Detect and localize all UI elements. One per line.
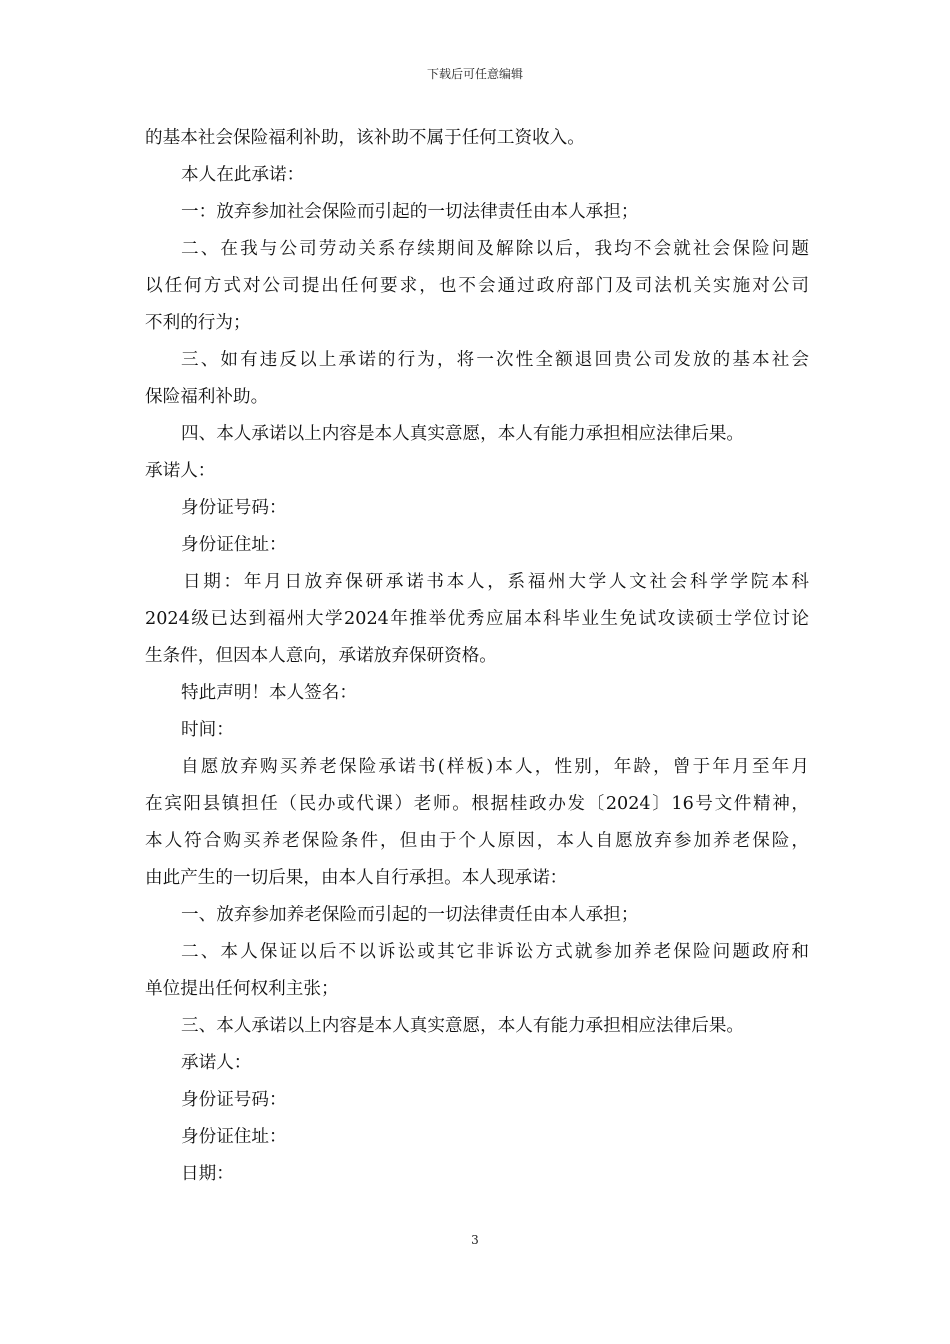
text-line: 时间： <box>181 720 234 740</box>
text-line: 不利的行为； <box>145 313 251 333</box>
page-number: 3 <box>471 1233 479 1247</box>
text-line: 保险福利补助。 <box>145 387 269 407</box>
text-line: 二、在我与公司劳动关系存续期间及解除以后，我均不会就社会保险问题 <box>181 239 809 259</box>
text-line: 日期： <box>181 1164 234 1184</box>
text-line: 特此声明！本人签名： <box>181 683 357 703</box>
text-line: 以任何方式对公司提出任何要求，也不会通过政府部门及司法机关实施对公司 <box>145 276 809 296</box>
text-line: 本人符合购买养老保险条件，但由于个人原因，本人自愿放弃参加养老保险， <box>145 831 809 851</box>
text-line: 身份证号码： <box>181 498 287 518</box>
text-line: 四、本人承诺以上内容是本人真实意愿，本人有能力承担相应法律后果。 <box>181 424 745 444</box>
text-line: 2024级已达到福州大学2024年推举优秀应届本科毕业生免试攻读硕士学位讨论 <box>145 609 809 629</box>
text-line: 由此产生的一切后果，由本人自行承担。本人现承诺： <box>145 868 568 888</box>
text-line: 二、本人保证以后不以诉讼或其它非诉讼方式就参加养老保险问题政府和 <box>181 942 809 962</box>
text-line: 的基本社会保险福利补助，该补助不属于任何工资收入。 <box>145 128 585 148</box>
text-line: 承诺人： <box>145 461 216 481</box>
page-header: 下载后可任意编辑 <box>426 67 523 81</box>
text-line: 日期：年月日放弃保研承诺书本人，系福州大学人文社会科学学院本科 <box>183 572 809 592</box>
text-line: 身份证住址： <box>181 1127 287 1147</box>
text-line: 一、放弃参加养老保险而引起的一切法律责任由本人承担； <box>181 905 639 925</box>
document-body <box>145 120 809 1193</box>
text-line: 自愿放弃购买养老保险承诺书(样板)本人，性别，年龄，曾于年月至年月 <box>181 757 809 777</box>
text-line: 三、本人承诺以上内容是本人真实意愿，本人有能力承担相应法律后果。 <box>181 1016 745 1036</box>
text-line: 身份证住址： <box>181 535 287 555</box>
text-line: 一：放弃参加社会保险而引起的一切法律责任由本人承担； <box>181 202 639 222</box>
text-line: 本人在此承诺： <box>181 165 305 185</box>
text-line: 身份证号码： <box>181 1090 287 1110</box>
text-line: 承诺人： <box>181 1053 252 1073</box>
text-line: 在宾阳县镇担任（民办或代课）老师。根据桂政办发〔2024〕16号文件精神， <box>145 794 809 814</box>
text-line: 生条件，但因本人意向，承诺放弃保研资格。 <box>145 646 497 666</box>
text-line: 单位提出任何权利主张； <box>145 979 339 999</box>
text-line: 三、如有违反以上承诺的行为，将一次性全额退回贵公司发放的基本社会 <box>181 350 809 370</box>
